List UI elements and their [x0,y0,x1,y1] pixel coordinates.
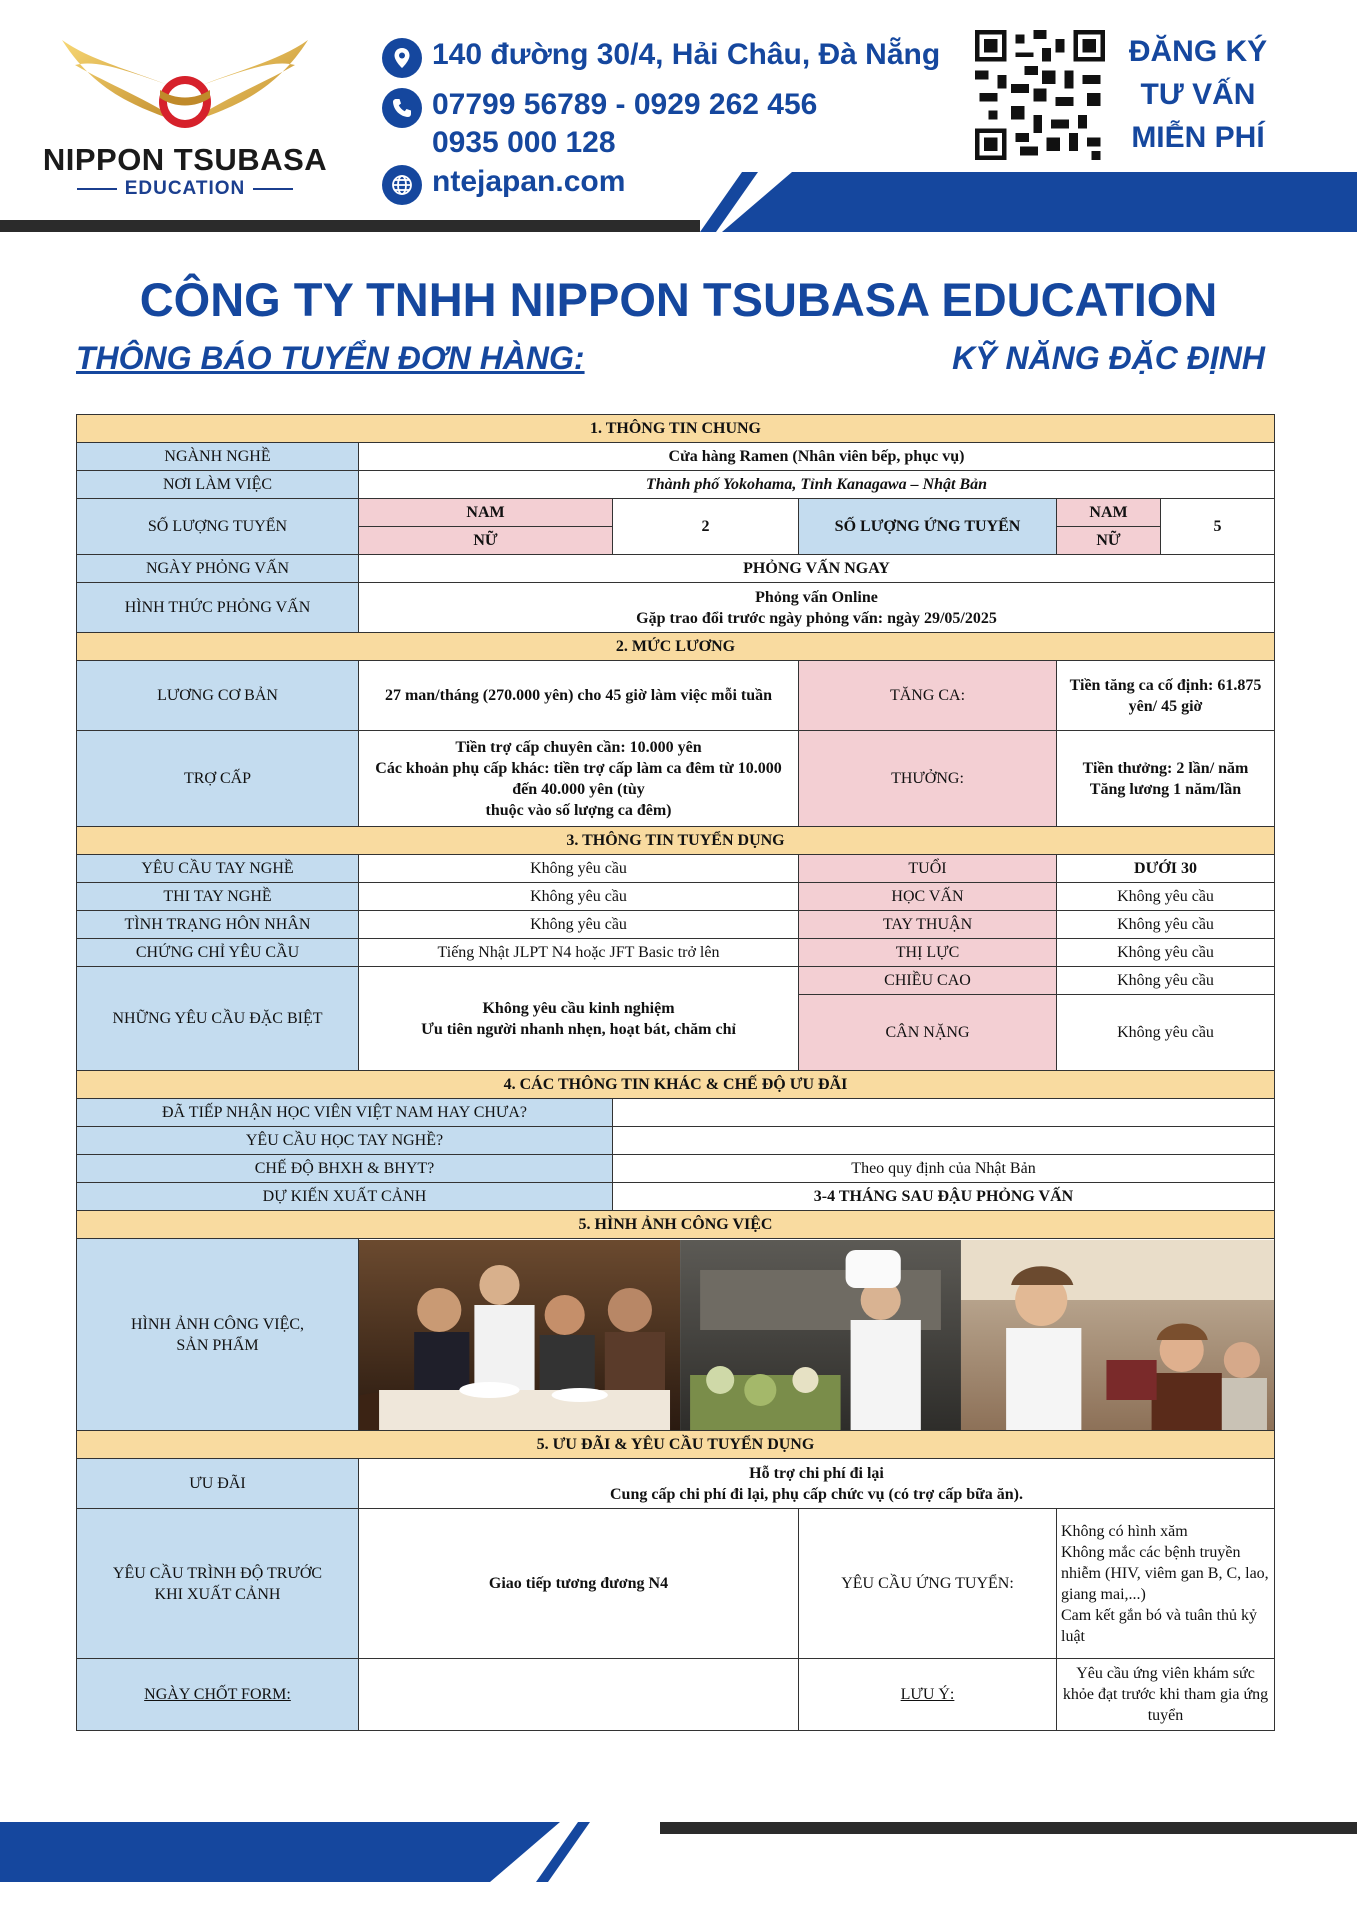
level-value: Giao tiếp tương đương N4 [359,1509,799,1659]
requirement-label: THỊ LỰC [799,939,1057,967]
requirement-label: TAY THUẬN [799,911,1057,939]
application-requirement-value [1057,1509,1275,1659]
bonus-value [1057,731,1275,827]
height-value: Không yêu cầu [1057,967,1275,995]
free-consult-cta[interactable] [1118,30,1278,159]
special-line-1: Không yêu cầu kinh nghiệm [482,999,675,1017]
requirement-value: Không yêu cầu [359,855,799,883]
bonus-line-2: Tăng lương 1 năm/lần [1089,780,1242,798]
section-general-info: 1. THÔNG TIN CHUNG [77,415,1275,443]
applicants-value: 5 [1161,499,1275,555]
deadline-label: NGÀY CHỐT FORM: [77,1659,359,1731]
job-order-table [76,414,1275,1731]
quota-male-label: NAM [359,499,613,527]
notice-title: THÔNG BÁO TUYỂN ĐƠN HÀNG: [76,340,585,376]
footer-stripe-blue [0,1822,560,1882]
allowance-label: TRỢ CẤP [77,731,359,827]
industry-label: NGÀNH NGHỀ [77,443,359,471]
register-line-3: MIỄN PHÍ [1131,121,1265,154]
quota-female-label: NỮ [359,527,613,555]
requirement-value: Tiếng Nhật JLPT N4 hoặc JFT Basic trở lên [359,939,799,967]
wings-logo-icon [40,30,330,140]
register-line-1: ĐĂNG KÝ [1128,35,1268,68]
base-salary-value: 27 man/tháng (270.000 yên) cho 45 giờ làm việc mỗi tuần [359,661,799,731]
other-info-label: YÊU CẦU HỌC TAY NGHỀ? [77,1127,613,1155]
special-requirements-value [359,967,799,1071]
interview-date-value: PHỎNG VẤN NGAY [359,555,1275,583]
logo-subtitle: EDUCATION [40,178,330,200]
interview-form-value [359,583,1275,633]
requirement-value: Không yêu cầu [359,911,799,939]
address-text: 140 đường 30/4, Hải Châu, Đà Nẵng [432,38,941,71]
allowance-line-1: Tiền trợ cấp chuyên cần: 10.000 yên [455,738,702,756]
requirement-value: Không yêu cầu [1057,911,1275,939]
benefit-label: ƯU ĐÃI [77,1459,359,1509]
requirement-label: YÊU CẦU TAY NGHỀ [77,855,359,883]
base-salary-label: LƯƠNG CƠ BẢN [77,661,359,731]
special-line-2: Ưu tiên người nhanh nhẹn, hoạt bát, chăm chỉ [421,1020,736,1038]
phone-numbers: 07799 56789 - 0929 262 456 [432,88,818,121]
requirement-value: Không yêu cầu [359,883,799,911]
work-images-label-line-1: HÌNH ẢNH CÔNG VIỆC, [130,1315,305,1333]
program-title: KỸ NĂNG ĐẶC ĐỊNH [952,340,1265,376]
restaurant-photos-image [359,1240,1274,1430]
interview-form-line-1: Phỏng vấn Online [755,588,878,606]
other-info-value [613,1099,1275,1127]
requirement-value: Không yêu cầu [1057,883,1275,911]
requirement-line: Cam kết gắn bó và tuân thủ kỷ luật [1061,1606,1257,1645]
other-info-label: CHẾ ĐỘ BHXH & BHYT? [77,1155,613,1183]
applicants-female-label: NỮ [1057,527,1161,555]
requirement-label: HỌC VẤN [799,883,1057,911]
phone-number-extra: 0935 000 128 [432,126,616,159]
other-info-value: Theo quy định của Nhật Bản [613,1155,1275,1183]
requirement-label: TUỔI [799,855,1057,883]
qr-code-icon[interactable] [975,30,1105,160]
requirement-label: TÌNH TRẠNG HÔN NHÂN [77,911,359,939]
website-link[interactable]: ntejapan.com [432,165,626,198]
work-photos [359,1239,1275,1431]
other-info-value [613,1127,1275,1155]
work-images-label [77,1239,359,1431]
phone-icon [382,88,422,128]
footer-stripe-dark [660,1822,1357,1834]
overtime-label: TĂNG CA: [799,661,1057,731]
location-pin-icon [382,38,422,78]
company-title: CÔNG TY TNHH NIPPON TSUBASA EDUCATION [139,273,1218,326]
note-value: Yêu cầu ứng viên khám sức khỏe đạt trước khi tham gia ứng tuyển [1057,1659,1275,1731]
benefit-value [359,1459,1275,1509]
company-logo [40,30,330,205]
bonus-line-1: Tiền thưởng: 2 lần/ năm [1082,759,1249,777]
applicants-label: SỐ LƯỢNG ỨNG TUYỂN [799,499,1057,555]
globe-icon [382,165,422,205]
level-label-line-2: KHI XUẤT CẢNH [154,1585,281,1603]
benefit-line-1: Hỗ trợ chi phí đi lại [749,1464,884,1482]
level-label [77,1509,359,1659]
overtime-value: Tiền tăng ca cố định: 61.875 yên/ 45 giờ [1057,661,1275,731]
weight-label: CÂN NẶNG [799,995,1057,1071]
applicants-male-label: NAM [1057,499,1161,527]
industry-value: Cửa hàng Ramen (Nhân viên bếp, phục vụ) [359,443,1275,471]
application-requirement-label: YÊU CẦU ỨNG TUYỂN: [799,1509,1057,1659]
interview-date-label: NGÀY PHỎNG VẤN [77,555,359,583]
other-info-label: ĐÃ TIẾP NHẬN HỌC VIÊN VIỆT NAM HAY CHƯA? [77,1099,613,1127]
quota-value: 2 [613,499,799,555]
requirement-label: THI TAY NGHỀ [77,883,359,911]
allowance-value [359,731,799,827]
bonus-label: THƯỞNG: [799,731,1057,827]
benefit-line-2: Cung cấp chi phí đi lại, phụ cấp chức vụ (có trợ cấp bữa ăn). [609,1485,1023,1503]
section-salary: 2. MỨC LƯƠNG [77,633,1275,661]
level-label-line-1: YÊU CẦU TRÌNH ĐỘ TRƯỚC [112,1564,323,1582]
allowance-line-3: thuộc vào số lượng ca đêm) [485,801,672,819]
allowance-line-2: Các khoản phụ cấp khác: tiền trợ cấp làm ca đêm từ 10.000 đến 40.000 yên (tùy [375,759,782,798]
header-stripe-dark [0,220,700,232]
section-recruitment-info: 3. THÔNG TIN TUYỂN DỤNG [77,827,1275,855]
requirement-value: DƯỚI 30 [1057,855,1275,883]
location-label: NƠI LÀM VIỆC [77,471,359,499]
deadline-value [359,1659,799,1731]
requirement-line: Không có hình xăm [1061,1522,1188,1540]
work-images-label-line-2: SẢN PHẨM [176,1336,259,1354]
interview-form-label: HÌNH THỨC PHỎNG VẤN [77,583,359,633]
requirement-line: Không mắc các bệnh truyền nhiễm (HIV, viêm gan B, C, lao, giang mai,...) [1061,1543,1269,1603]
special-requirements-label: NHỮNG YÊU CẦU ĐẶC BIỆT [77,967,359,1071]
logo-name: NIPPON TSUBASA [42,142,328,177]
section-other-info: 4. CÁC THÔNG TIN KHÁC & CHẾ ĐỘ ƯU ĐÃI [77,1071,1275,1099]
weight-value: Không yêu cầu [1057,995,1275,1071]
register-line-2: TƯ VẤN [1140,78,1256,111]
other-info-value: 3-4 THÁNG SAU ĐẬU PHỎNG VẤN [613,1183,1275,1211]
interview-form-line-2: Gặp trao đổi trước ngày phỏng vấn: ngày 29/05/2025 [636,609,997,627]
section-work-images: 5. HÌNH ẢNH CÔNG VIỆC [77,1211,1275,1239]
other-info-label: DỰ KIẾN XUẤT CẢNH [77,1183,613,1211]
requirement-label: CHỨNG CHỈ YÊU CẦU [77,939,359,967]
note-label: LƯU Ý: [799,1659,1057,1731]
height-label: CHIỀU CAO [799,967,1057,995]
location-value: Thành phố Yokohama, Tỉnh Kanagawa – Nhật Bản [359,471,1275,499]
quota-label: SỐ LƯỢNG TUYỂN [77,499,359,555]
header-stripe-blue [722,172,1357,232]
section-benefits: 5. ƯU ĐÃI & YÊU CẦU TUYỂN DỤNG [77,1431,1275,1459]
requirement-value: Không yêu cầu [1057,939,1275,967]
